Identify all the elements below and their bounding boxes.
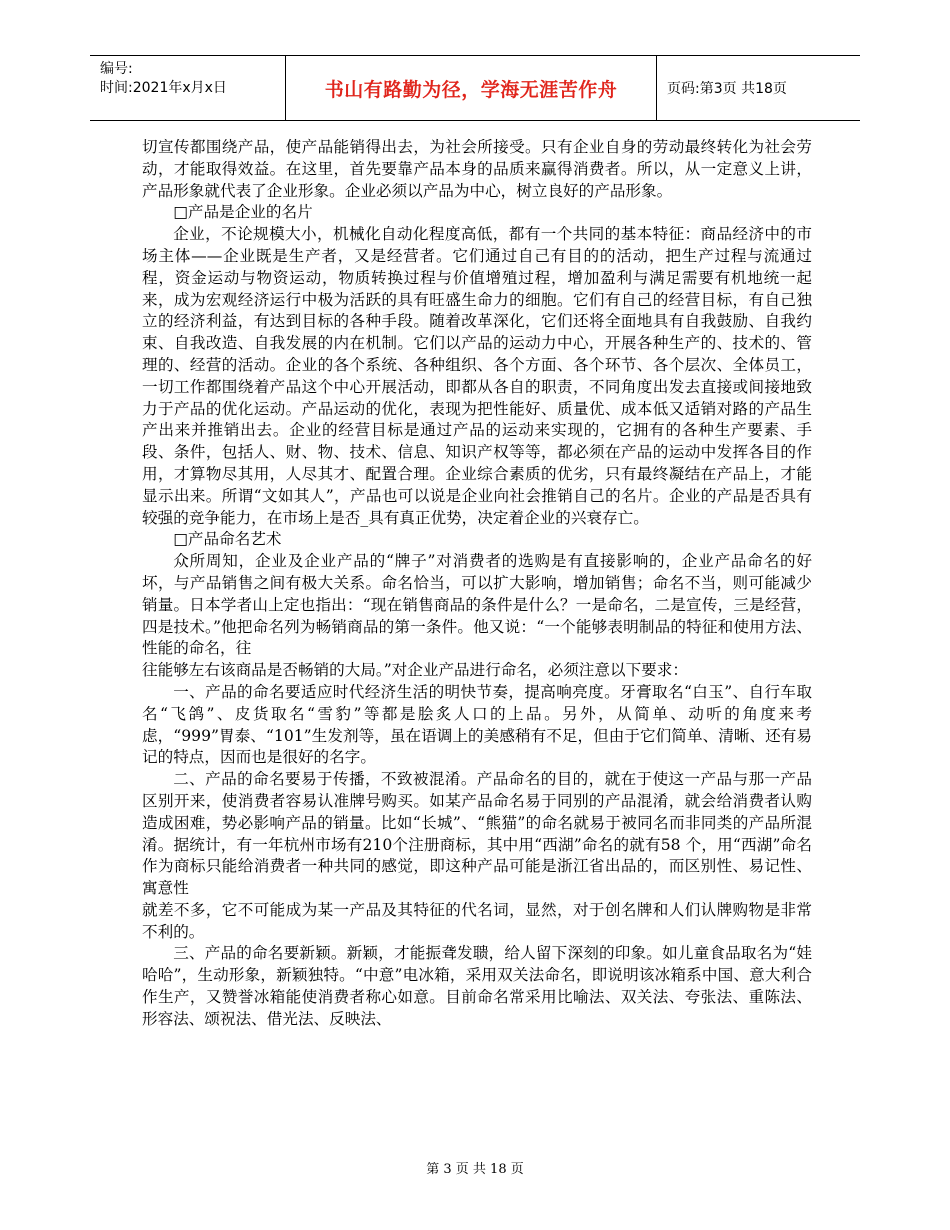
header-meta [90,56,285,120]
body-paragraph: 三、产品的命名要新颖。新颖，才能振聋发聩，给人留下深刻的印象。如儿童食品取名为“娃哈哈”，生动形象，新颖独特。“中意”电冰箱，采用双关法命名，即说明该冰箱系中国、意大利合作生产，又赞誉冰箱能使消费者称心如意。目前命名常采用比喻法、双关法、夸张法、重陈法、形容法、颂祝法、借光法、反映法、 [142,944,812,1028]
body-paragraph: 切宣传都围绕产品，使产品能销得出去，为社会所接受。只有企业自身的劳动最终转化为社会劳动，才能取得效益。在这里，首先要靠产品本身的品质来赢得消费者。所以，从一定意义上讲，产品形象就代表了企业形象。企业必须以产品为中心，树立良好的产品形象。 [142,138,812,200]
body-paragraph: 往能够左右该商品是否畅销的大局。”对企业产品进行命名，必须注意以下要求： [142,661,688,680]
document-time-label: 时间:2021年x月x日 [100,80,227,96]
document-number-label: 编号: [100,61,133,77]
section-heading: □产品命名艺术 [173,530,282,549]
page-header [90,55,860,121]
body-paragraph: 企业，不论规模大小，机械化自动化程度高低，都有一个共同的基本特征：商品经济中的市场主体——企业既是生产者，又是经营者。它们通过自己有目的的活动，把生产过程与流通过程，资金运动与物资运动，物质转换过程与价值增殖过程，增加盈利与满足需要有机地统一起来，成为宏观经济运行中极为活跃的具有旺盛生命力的细胞。它们有自己的经营目标，有自己独立的经济利益，有达到目标的各种手段。随着改革深化，它们还将全面地具有自我鼓励、自我约束、自我改造、自我发展的内在机制。它们以产品的运动力中心，开展各种生产的、技术的、管理的、经营的活动。企业的各个系统、各种组织、各个方面、各个环节、各个层次、全体员工，一切工作都围绕着产品这个中心开展活动，即都从各自的职责，不同角度出发去直接或间接地致力于产品的优化运动。产品运动的优化，表现为把性能好、质量优、成本低又适销对路的产品生产出来并推销出去。企业的经营目标是通过产品的运动来实现的，它拥有的各种生产要素、手段、条件，包括人、财、物、技术、信息、知识产权等等，都必须在产品的运动中发挥各目的作用，才算物尽其用，人尽其才、配置合理。企业综合素质的优劣，只有最终凝结在产品上，才能显示出来。所谓“文如其人”，产品也可以说是企业向社会推销自己的名片。企业的产品是否具有较强的竞争能力，在市场上是否_具有真正优势，决定着企业的兴衰存亡。 [142,225,812,527]
header-page-info: 页码:第3页 共18页 [667,81,787,97]
body-paragraph: 就差不多，它不可能成为某一产品及其特征的代名词，显然，对于创名牌和人们认牌购物是非常不利的。 [142,900,812,941]
body-paragraph: 一、产品的命名要适应时代经济生活的明快节奏，提高响亮度。牙膏取名“白玉”、自行车取名“飞鸽”、皮货取名“雪豹”等都是脍炙人口的上品。另外，从简单、动听的角度来考虑，“999”胃泰、“101”生发剂等，虽在语调上的美感稍有不足，但由于它们简单、清晰、还有易记的特点，因而也是很好的名字。 [142,682,812,767]
body-paragraph: 二、产品的命名要易于传播，不致被混淆。产品命名的目的，就在于使这一产品与那一产品区别开来，使消费者容易认准牌号购买。如某产品命名易于同别的产品混淆，就会给消费者认购造成困难，势必影响产品的销量。比如“长城”、“熊猫”的命名就易于被同名而非同类的产品所混淆。据统计，有一年杭州市场有210个注册商标，其中用“西湖”命名的就有58 个，用“西湖”命名作为商标只能给消费者一种共同的感觉，即这种产品可能是浙江省出品的，而区别性、易记性、寓意性 [142,770,812,898]
header-motto: 书山有路勤为径，学海无涯苦作舟 [285,56,657,120]
document-body [142,137,812,1031]
body-paragraph: 众所周知，企业及企业产品的“牌子”对消费者的选购是有直接影响的，企业产品命名的好坏，与产品销售之间有极大关系。命名恰当，可以扩大影响，增加销售；命名不当，则可能减少销量。日本学者山上定也指出：“现在销售商品的条件是什么？一是命名，二是宣传，三是经营，四是技术。”他把命名列为畅销商品的第一条件。他又说：“一个能够表明制品的特征和使用方法、性能的命名，往 [142,552,812,658]
page-footer: 第 3 页 共 18 页 [426,1162,524,1177]
section-heading: □产品是企业的名片 [173,203,313,222]
